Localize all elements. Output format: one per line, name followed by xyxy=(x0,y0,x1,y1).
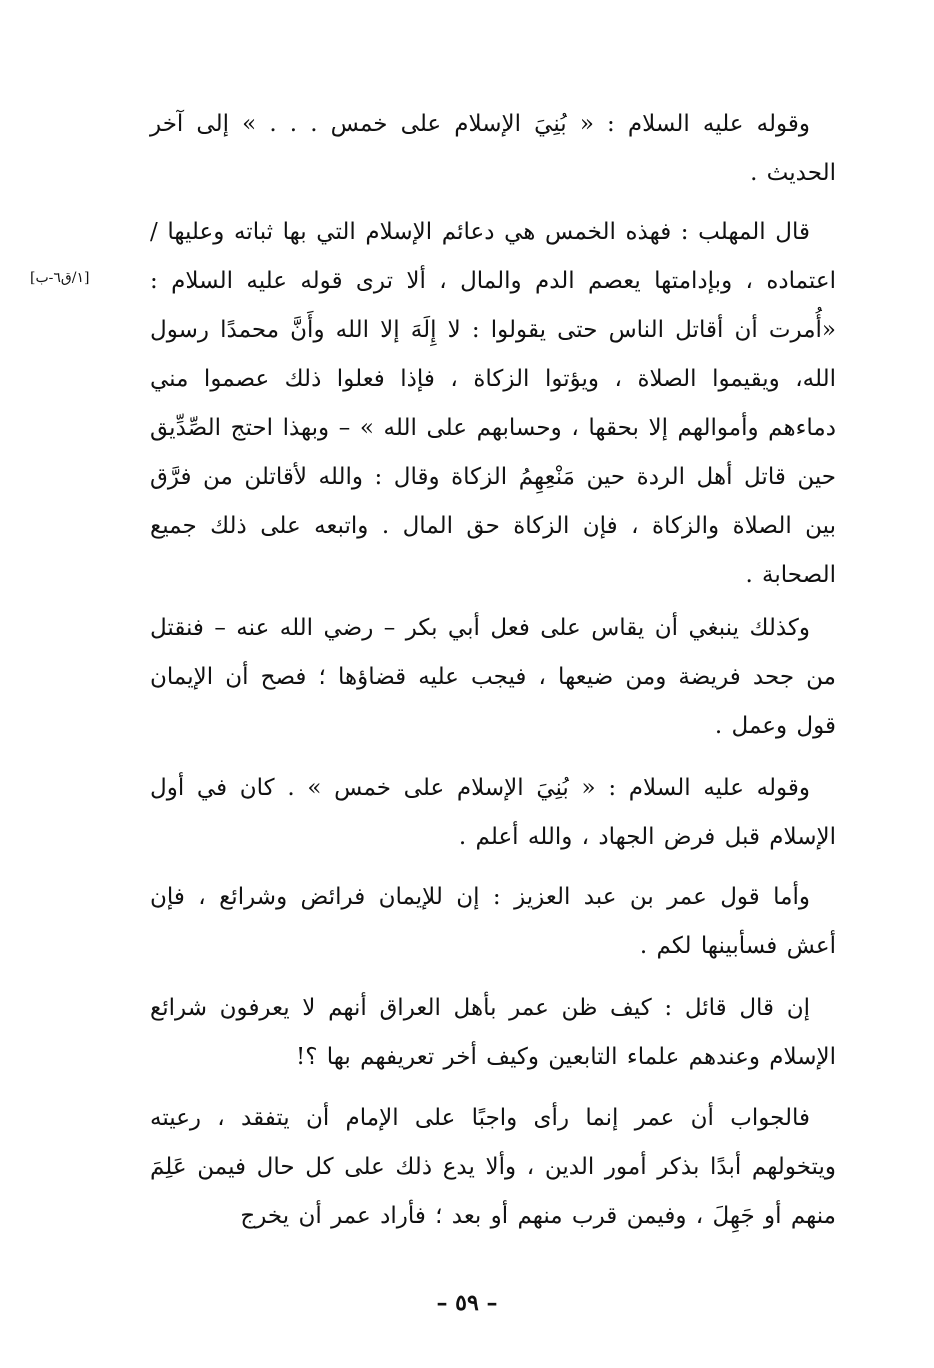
paragraph-6: إن قال قائل : كيف ظن عمر بأهل العراق أنهم لا يعرفون شرائع الإسلام وعندهم علماء التابعين وكيف أخر تعريفهم بها ؟! xyxy=(150,995,836,1070)
paragraph-4: وقوله عليه السلام : « بُنِيَ الإسلام على خمس » . كان في أول الإسلام قبل فرض الجهاد ، والله أعلم . xyxy=(150,775,836,850)
paragraph-2: قال المهلب : فهذه الخمس هي دعائم الإسلام التي بها ثباته وعليها / اعتماده ، وبإدامتها يعصم الدم والمال ، ألا ترى قوله عليه السلام : «أُمرت أن أقاتل الناس حتى يقولوا : لا إِلَهَ إلا الله وأَنَّ محمدًا رسول الله، ويقيموا الصلاة ، ويؤتوا الزكاة ، فإذا فعلوا ذلك عصموا مني دماءهم وأموالهم إلا بحقها ، وحسابهم على الله » – وبهذا احتج الصِّدِّيق حين قاتل أهل الردة حين مَنْعِهِمُ الزكاة وقال : والله لأقاتلن من فرَّق بين الصلاة والزكاة ، فإن الزكاة حق المال . واتبعه على ذلك جميع الصحابة . xyxy=(150,219,836,588)
paragraph-1: وقوله عليه السلام : « بُنِيَ الإسلام على خمس . . . » إلى آخر الحديث . xyxy=(150,111,836,186)
paragraph-7: فالجواب أن عمر إنما رأى واجبًا على الإمام أن يتفقد ، رعيته ويتخولهم أبدًا بذكر أمور الدين ، وألا يدع ذلك على كل حال فيمن عَلِمَ منهم أو جَهِلَ ، وفيمن قرب منهم أو بعد ؛ فأراد عمر أن يخرج xyxy=(150,1105,836,1229)
page-number: – ٥٩ – xyxy=(436,1290,498,1316)
paragraph-3: وكذلك ينبغي أن يقاس على فعل أبي بكر – رضي الله عنه – فنقتل من جحد فريضة ومن ضيعها ، فيجب عليه قضاؤها ؛ فصح أن الإيمان قول وعمل . xyxy=(150,615,836,739)
margin-folio-note: [١/ق٦-ب] xyxy=(30,270,90,286)
paragraph-5: وأما قول عمر بن عبد العزيز : إن للإيمان فرائض وشرائع ، فإن أعش فسأبينها لكم . xyxy=(150,884,836,959)
